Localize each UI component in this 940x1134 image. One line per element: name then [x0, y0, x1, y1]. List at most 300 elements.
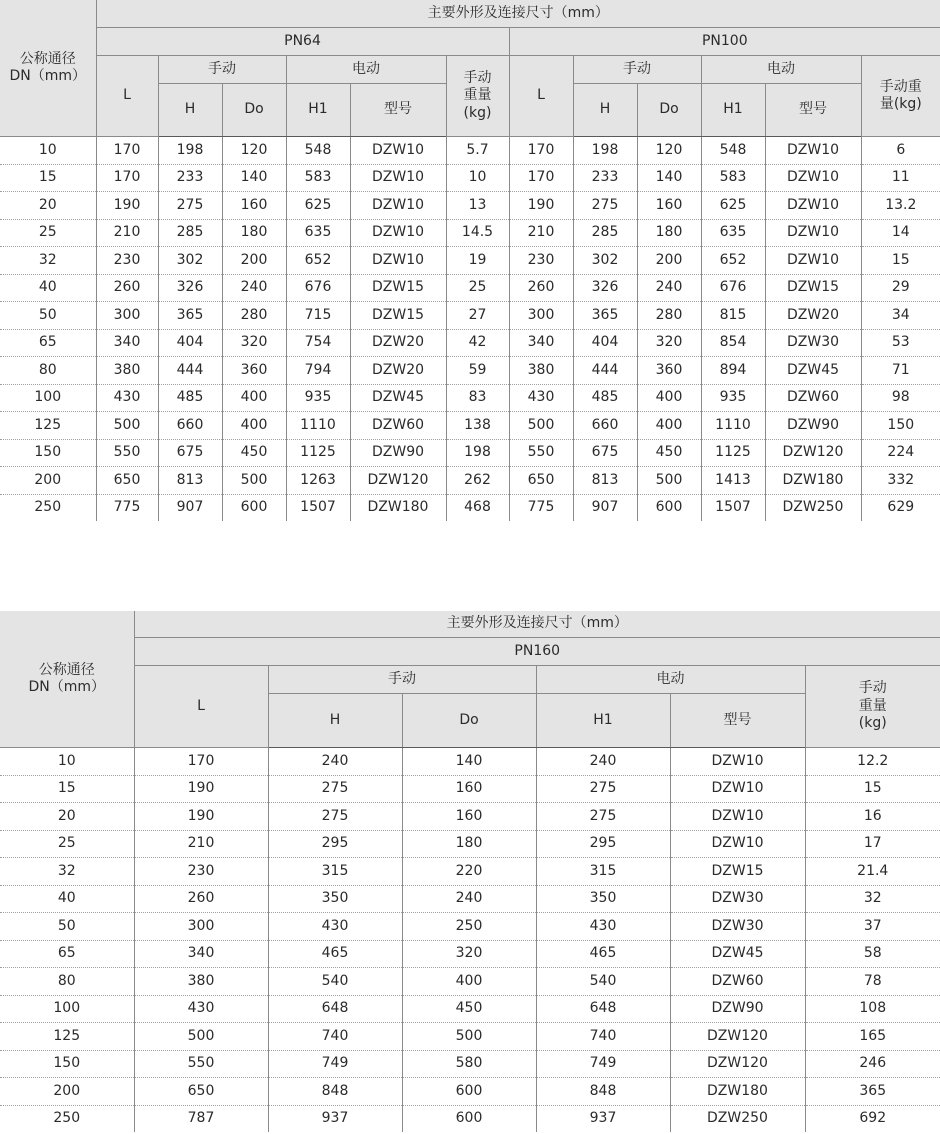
table-cell: 170 — [509, 164, 573, 192]
table-cell: 583 — [286, 164, 350, 192]
table-cell: 58 — [805, 940, 940, 968]
table-cell: 78 — [805, 968, 940, 996]
table-cell: 65 — [0, 940, 134, 968]
table-cell: DZW10 — [350, 137, 446, 165]
table-row — [0, 494, 940, 521]
table-row — [0, 247, 940, 275]
table-cell: 50 — [0, 302, 96, 330]
table-cell: 230 — [96, 247, 158, 275]
table-cell: DZW10 — [670, 830, 805, 858]
table-cell: 430 — [268, 913, 402, 941]
table-cell: 295 — [536, 830, 670, 858]
table-cell: 430 — [134, 995, 268, 1023]
table-cell: 320 — [222, 329, 286, 357]
table-row — [0, 384, 940, 412]
table-cell: 275 — [536, 803, 670, 831]
table-cell: DZW10 — [670, 748, 805, 776]
table-cell: 230 — [134, 858, 268, 886]
table-cell: DZW60 — [765, 384, 861, 412]
table-cell: 32 — [805, 885, 940, 913]
table-cell: 937 — [268, 1105, 402, 1132]
table-cell: 233 — [573, 164, 637, 192]
table-cell: 350 — [536, 885, 670, 913]
table-cell: 138 — [446, 412, 509, 440]
table-cell: 25 — [0, 830, 134, 858]
table-cell: 848 — [268, 1078, 402, 1106]
table-cell: 210 — [96, 219, 158, 247]
table-cell: 935 — [286, 384, 350, 412]
table-row — [0, 940, 940, 968]
table-cell: 13 — [446, 192, 509, 220]
table-cell: DZW10 — [350, 192, 446, 220]
table-cell: 246 — [805, 1050, 940, 1078]
table-row — [0, 329, 940, 357]
table-cell: 140 — [222, 164, 286, 192]
table-cell: DZW180 — [350, 494, 446, 521]
table-row — [0, 995, 940, 1023]
table-cell: 648 — [536, 995, 670, 1023]
table-cell: 15 — [0, 775, 134, 803]
table-cell: 400 — [402, 968, 536, 996]
table-cell: 550 — [134, 1050, 268, 1078]
table-cell: 937 — [536, 1105, 670, 1132]
col-header-weight: 手动重 量(kg) — [861, 56, 940, 137]
table-cell: 500 — [509, 412, 573, 440]
table-cell: DZW120 — [670, 1050, 805, 1078]
table-cell: 34 — [861, 302, 940, 330]
table-body — [0, 748, 940, 1133]
table-cell: 340 — [134, 940, 268, 968]
table-cell: 170 — [96, 137, 158, 165]
spec-table-pn64-pn100 — [0, 0, 940, 521]
table-cell: 360 — [222, 357, 286, 385]
table-cell: 1125 — [701, 439, 765, 467]
table-cell: 430 — [509, 384, 573, 412]
manual-header: 手动 — [573, 56, 701, 84]
table-cell: 230 — [509, 247, 573, 275]
table-cell: 198 — [573, 137, 637, 165]
table-cell: 14 — [861, 219, 940, 247]
table-cell: 42 — [446, 329, 509, 357]
table-cell: 100 — [0, 384, 96, 412]
table-cell: DZW180 — [670, 1078, 805, 1106]
table-cell: 600 — [402, 1105, 536, 1132]
table-cell: DZW10 — [765, 219, 861, 247]
table-cell: DZW20 — [765, 302, 861, 330]
table-cell: 1110 — [286, 412, 350, 440]
col-header-weight: 手动 重量 (kg) — [805, 666, 940, 748]
table-cell: 165 — [805, 1023, 940, 1051]
table-row — [0, 1078, 940, 1106]
table-cell: DZW120 — [670, 1023, 805, 1051]
table-cell: DZW10 — [350, 164, 446, 192]
table-row — [0, 192, 940, 220]
table-cell: 450 — [637, 439, 701, 467]
table-cell: 315 — [536, 858, 670, 886]
table-cell: 260 — [96, 274, 158, 302]
col-header-L: L — [96, 56, 158, 137]
table-cell: DZW90 — [670, 995, 805, 1023]
table-cell: 749 — [268, 1050, 402, 1078]
table-cell: 224 — [861, 439, 940, 467]
table-cell: 540 — [536, 968, 670, 996]
table-cell: 20 — [0, 803, 134, 831]
table-cell: DZW45 — [350, 384, 446, 412]
table-cell: 775 — [509, 494, 573, 521]
table-cell: 400 — [222, 412, 286, 440]
table-cell: DZW10 — [765, 137, 861, 165]
table-cell: 650 — [509, 467, 573, 495]
table-cell: 15 — [0, 164, 96, 192]
col-header-H1: H1 — [701, 84, 765, 137]
table-cell: 652 — [286, 247, 350, 275]
table-cell: DZW30 — [670, 885, 805, 913]
col-header-Do: Do — [637, 84, 701, 137]
table-cell: 650 — [134, 1078, 268, 1106]
table-cell: 80 — [0, 968, 134, 996]
table-cell: 326 — [158, 274, 222, 302]
table-cell: 40 — [0, 885, 134, 913]
table-cell: 660 — [158, 412, 222, 440]
col-header-L: L — [134, 666, 268, 748]
table-cell: 1263 — [286, 467, 350, 495]
table-cell: DZW15 — [350, 274, 446, 302]
table-cell: 275 — [268, 803, 402, 831]
electric-header: 电动 — [701, 56, 861, 84]
table-cell: 19 — [446, 247, 509, 275]
table-cell: 660 — [573, 412, 637, 440]
table-cell: 6 — [861, 137, 940, 165]
table-cell: 380 — [134, 968, 268, 996]
table-cell: 50 — [0, 913, 134, 941]
table-cell: 150 — [0, 439, 96, 467]
table-cell: 548 — [701, 137, 765, 165]
table-row — [0, 775, 940, 803]
table-cell: 580 — [402, 1050, 536, 1078]
table-cell: 190 — [134, 775, 268, 803]
table-cell: 444 — [573, 357, 637, 385]
manual-header: 手动 — [158, 56, 286, 84]
table-cell: 17 — [805, 830, 940, 858]
table-cell: 320 — [402, 940, 536, 968]
table-cell: 300 — [96, 302, 158, 330]
table-cell: 20 — [0, 192, 96, 220]
table-cell: 27 — [446, 302, 509, 330]
electric-header: 电动 — [286, 56, 446, 84]
table-row — [0, 1105, 940, 1132]
table-cell: 240 — [268, 748, 402, 776]
table-cell: 262 — [446, 467, 509, 495]
table-cell: 285 — [158, 219, 222, 247]
table-cell: 485 — [573, 384, 637, 412]
table-cell: 150 — [0, 1050, 134, 1078]
table-cell: 350 — [268, 885, 402, 913]
table-cell: 500 — [134, 1023, 268, 1051]
table-cell: 794 — [286, 357, 350, 385]
table-cell: 500 — [402, 1023, 536, 1051]
table-cell: DZW180 — [765, 467, 861, 495]
table-cell: 32 — [0, 247, 96, 275]
col-header-H1: H1 — [536, 694, 670, 748]
col-header-H: H — [268, 694, 402, 748]
table-cell: 815 — [701, 302, 765, 330]
electric-header: 电动 — [536, 666, 805, 694]
table-row — [0, 830, 940, 858]
table-cell: 1507 — [701, 494, 765, 521]
table-cell: 813 — [573, 467, 637, 495]
table-cell: 550 — [96, 439, 158, 467]
table-cell: 98 — [861, 384, 940, 412]
table-cell: 935 — [701, 384, 765, 412]
table-cell: 240 — [637, 274, 701, 302]
table-cell: DZW10 — [765, 164, 861, 192]
table-cell: 220 — [402, 858, 536, 886]
table-cell: 125 — [0, 1023, 134, 1051]
table-cell: DZW60 — [670, 968, 805, 996]
table-cell: DZW45 — [765, 357, 861, 385]
table-cell: 300 — [509, 302, 573, 330]
table-cell: 13.2 — [861, 192, 940, 220]
group-header: 主要外形及连接尺寸（mm） — [96, 0, 940, 28]
table-cell: DZW20 — [350, 329, 446, 357]
table-cell: 170 — [509, 137, 573, 165]
table-cell: DZW90 — [765, 412, 861, 440]
table-cell: 200 — [637, 247, 701, 275]
table-cell: 813 — [158, 467, 222, 495]
table-cell: 1507 — [286, 494, 350, 521]
table-cell: 500 — [96, 412, 158, 440]
table-cell: 692 — [859, 1110, 887, 1126]
table-cell: 83 — [446, 384, 509, 412]
table-cell: 715 — [286, 302, 350, 330]
table-cell: 676 — [286, 274, 350, 302]
table-cell: 37 — [805, 913, 940, 941]
table-cell: 365 — [158, 302, 222, 330]
table-cell: 210 — [509, 219, 573, 247]
table-cell: 260 — [134, 885, 268, 913]
table-cell: 485 — [158, 384, 222, 412]
table-cell: 540 — [268, 968, 402, 996]
table-cell: 548 — [286, 137, 350, 165]
spec-table-pn160 — [0, 611, 940, 1132]
table-cell: 250 — [0, 494, 96, 521]
table-row — [0, 357, 940, 385]
table-cell: 1125 — [286, 439, 350, 467]
col-header-Do: Do — [222, 84, 286, 137]
table-row — [0, 803, 940, 831]
table-cell: 250 — [402, 913, 536, 941]
table-cell: 450 — [402, 995, 536, 1023]
table-cell: 71 — [861, 357, 940, 385]
table-cell: 160 — [402, 803, 536, 831]
table-cell: 125 — [0, 412, 96, 440]
table-cell: 600 — [402, 1078, 536, 1106]
table-cell: 500 — [637, 467, 701, 495]
table-cell: 160 — [637, 192, 701, 220]
table-cell: 468 — [446, 494, 509, 521]
table-cell: DZW120 — [350, 467, 446, 495]
table-row — [0, 1023, 940, 1051]
table-cell: 200 — [0, 467, 96, 495]
table-cell: 625 — [701, 192, 765, 220]
table-cell: 848 — [536, 1078, 670, 1106]
table-cell: 140 — [402, 748, 536, 776]
table-cell: 650 — [96, 467, 158, 495]
table-cell: 280 — [222, 302, 286, 330]
table-cell: 198 — [158, 137, 222, 165]
table-cell: DZW45 — [670, 940, 805, 968]
table-row — [0, 274, 940, 302]
table-cell: 625 — [286, 192, 350, 220]
table-cell: 200 — [0, 1078, 134, 1106]
table-cell: 740 — [536, 1023, 670, 1051]
col-header-Do: Do — [402, 694, 536, 748]
table-cell: 200 — [222, 247, 286, 275]
table-cell: 32 — [0, 858, 134, 886]
table-cell: 676 — [701, 274, 765, 302]
table-cell: 14.5 — [446, 219, 509, 247]
table-cell: 465 — [536, 940, 670, 968]
table-row — [0, 302, 940, 330]
table-cell: 21.4 — [805, 858, 940, 886]
table-cell: 16 — [805, 803, 940, 831]
group-header: 主要外形及连接尺寸（mm） — [134, 611, 940, 638]
table-cell: 240 — [402, 885, 536, 913]
table-cell: 465 — [268, 940, 402, 968]
table-cell: 404 — [158, 329, 222, 357]
table-row — [0, 885, 940, 913]
table-cell: 25 — [446, 274, 509, 302]
table-cell: 326 — [573, 274, 637, 302]
table-cell: 365 — [573, 302, 637, 330]
table-cell: DZW15 — [765, 274, 861, 302]
table-cell: DZW10 — [670, 803, 805, 831]
table-cell: 340 — [96, 329, 158, 357]
table-row — [0, 913, 940, 941]
table-cell: DZW60 — [350, 412, 446, 440]
table-cell: 120 — [637, 137, 701, 165]
table-cell: DZW250 — [670, 1105, 805, 1132]
table-cell: 749 — [536, 1050, 670, 1078]
table-cell: 10 — [0, 137, 96, 165]
table-cell: 444 — [158, 357, 222, 385]
table-cell: 15 — [861, 247, 940, 275]
table-cell: 320 — [637, 329, 701, 357]
table-cell: 5.7 — [446, 137, 509, 165]
table-cell: 1413 — [701, 467, 765, 495]
table-cell: 170 — [96, 164, 158, 192]
table-row — [0, 439, 940, 467]
table-cell: 907 — [573, 494, 637, 521]
table-cell: DZW90 — [350, 439, 446, 467]
col-header-H: H — [573, 84, 637, 137]
table-row — [0, 968, 940, 996]
table-cell: 450 — [222, 439, 286, 467]
table-cell: DZW30 — [765, 329, 861, 357]
table-cell: DZW15 — [350, 302, 446, 330]
table-cell: 160 — [222, 192, 286, 220]
dn-header: 公称通径 DN（mm） — [0, 611, 134, 748]
table-cell: DZW250 — [765, 494, 861, 521]
table-row — [0, 858, 940, 886]
col-header-H1: H1 — [286, 84, 350, 137]
table-cell: 340 — [509, 329, 573, 357]
table-cell: 233 — [158, 164, 222, 192]
col-header-model: 型号 — [765, 84, 861, 137]
table-row — [0, 748, 940, 776]
table-cell: 894 — [701, 357, 765, 385]
table-cell: 332 — [861, 467, 940, 495]
col-header-weight: 手动 重量 (kg) — [446, 56, 509, 137]
table-cell: 280 — [637, 302, 701, 330]
table-cell: 240 — [536, 748, 670, 776]
table-cell: 275 — [268, 775, 402, 803]
table-row — [0, 412, 940, 440]
table-cell: 652 — [701, 247, 765, 275]
table-cell: 740 — [268, 1023, 402, 1051]
table-cell: 40 — [0, 274, 96, 302]
table-cell: 275 — [573, 192, 637, 220]
table-cell: DZW120 — [765, 439, 861, 467]
table-cell: 400 — [637, 384, 701, 412]
table-cell: 11 — [861, 164, 940, 192]
dn-header: 公称通径 DN（mm） — [0, 0, 96, 137]
table-cell: 400 — [222, 384, 286, 412]
table-cell: 80 — [0, 357, 96, 385]
table-cell: 120 — [222, 137, 286, 165]
table-cell: 754 — [286, 329, 350, 357]
table-cell: 10 — [0, 748, 134, 776]
table-cell: 380 — [509, 357, 573, 385]
table-cell: 302 — [573, 247, 637, 275]
col-header-L: L — [509, 56, 573, 137]
table-cell: 295 — [268, 830, 402, 858]
table-body — [0, 137, 940, 522]
table-cell: 600 — [637, 494, 701, 521]
pressure-class-header: PN64 — [96, 28, 509, 56]
table-cell: 635 — [701, 219, 765, 247]
table-cell: 775 — [96, 494, 158, 521]
table-row — [0, 1050, 940, 1078]
table-cell: 190 — [509, 192, 573, 220]
table-cell: 180 — [222, 219, 286, 247]
pressure-class-header: PN100 — [509, 28, 940, 56]
table-cell: 150 — [861, 412, 940, 440]
table-cell: 583 — [701, 164, 765, 192]
table-cell: DZW10 — [765, 247, 861, 275]
table-cell: 648 — [268, 995, 402, 1023]
table-cell: 360 — [637, 357, 701, 385]
table-cell: 854 — [701, 329, 765, 357]
table-cell: 400 — [637, 412, 701, 440]
col-header-model: 型号 — [670, 694, 805, 748]
table-cell: 65 — [0, 329, 96, 357]
table-row — [0, 219, 940, 247]
table-cell: DZW15 — [670, 858, 805, 886]
table-cell: 1110 — [701, 412, 765, 440]
table-cell: 635 — [286, 219, 350, 247]
table-cell: 29 — [861, 274, 940, 302]
table-cell: 285 — [573, 219, 637, 247]
table-cell: 140 — [637, 164, 701, 192]
table-cell: 275 — [158, 192, 222, 220]
table-cell: 10 — [446, 164, 509, 192]
pressure-class-header: PN160 — [134, 638, 940, 666]
table-cell: 404 — [573, 329, 637, 357]
table-cell: 907 — [158, 494, 222, 521]
table-cell: 787 — [134, 1105, 268, 1132]
table-cell: 275 — [536, 775, 670, 803]
